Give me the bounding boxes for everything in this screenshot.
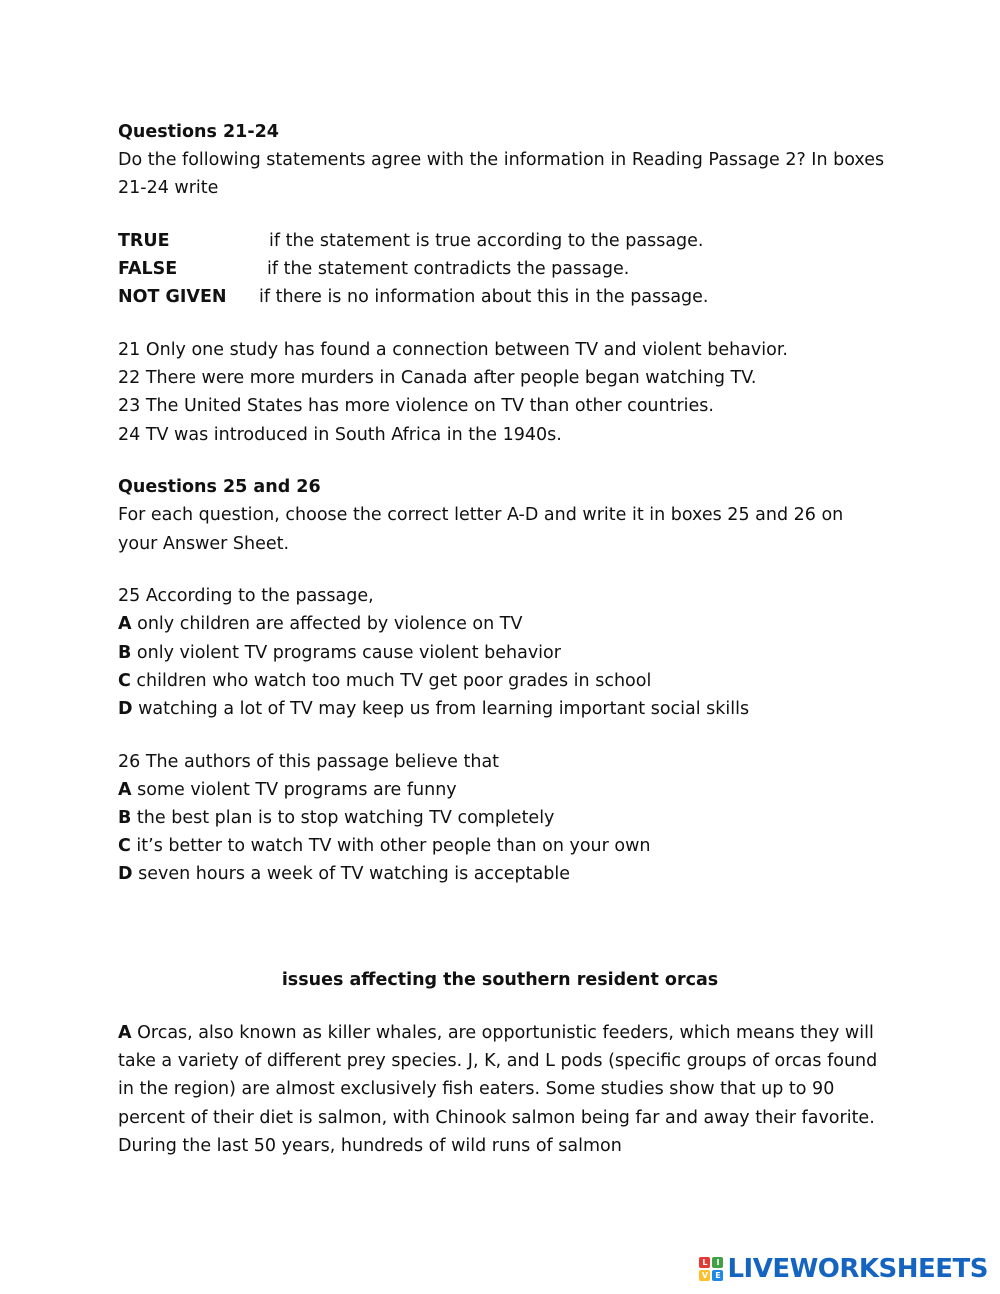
option-letter: B — [118, 808, 132, 829]
option-text: the best plan is to stop watching TV completely — [136, 808, 555, 829]
option-text: children who watch too much TV get poor grades in school — [136, 670, 652, 691]
key-row-true — [118, 227, 898, 255]
worksheet-page — [118, 118, 898, 889]
question-26-option-b — [118, 804, 898, 832]
question-26-option-c — [118, 832, 898, 860]
key-row-not-given — [118, 283, 898, 311]
logo-mark-icon — [699, 1257, 723, 1281]
question-25-option-a — [118, 610, 898, 638]
section1-instruction: Do the following statements agree with the information in Reading Passage 2? In boxes 21-24 write — [118, 150, 885, 199]
key-row-false — [118, 255, 898, 283]
option-text: only violent TV programs cause violent behavior — [136, 642, 561, 663]
logo-mark-l: L — [699, 1257, 710, 1268]
option-letter: B — [118, 642, 132, 663]
section1-heading: Questions 21-24 — [118, 122, 279, 142]
question-25-stem: 25 According to the passage, — [118, 586, 374, 607]
question-26-option-a — [118, 776, 898, 804]
key-text-not-given: if there is no information about this in the passage. — [259, 287, 709, 308]
option-letter: D — [118, 699, 133, 720]
logo-mark-v: V — [699, 1270, 710, 1281]
key-label-false: FALSE — [118, 259, 178, 280]
liveworksheets-logo[interactable] — [699, 1254, 988, 1284]
option-text: only children are affected by violence on TV — [137, 614, 523, 635]
option-letter: C — [118, 670, 131, 691]
option-text: seven hours a week of TV watching is acceptable — [138, 864, 570, 885]
option-letter: A — [118, 614, 132, 635]
logo-text: LIVEWORKSHEETS — [727, 1254, 988, 1284]
option-text: some violent TV programs are funny — [137, 779, 457, 800]
option-text: watching a lot of TV may keep us from learning important social skills — [138, 699, 750, 720]
option-text: it’s better to watch TV with other people than on your own — [136, 836, 651, 857]
section2-heading: Questions 25 and 26 — [118, 477, 321, 498]
passage-title: issues affecting the southern resident orcas — [281, 970, 719, 990]
logo-mark-e: E — [712, 1270, 723, 1281]
passage-body — [118, 1019, 888, 1160]
paragraph-a — [118, 1019, 888, 1160]
option-letter: C — [118, 836, 131, 857]
logo-mark-i: I — [712, 1257, 723, 1268]
question-26-option-d — [118, 860, 898, 888]
question-25-option-b — [118, 639, 898, 667]
statement-24: 24 TV was introduced in South Africa in the 1940s. — [118, 424, 562, 445]
option-letter: D — [118, 864, 133, 885]
option-letter: A — [118, 779, 132, 800]
key-text-false: if the statement contradicts the passage. — [267, 259, 630, 280]
paragraph-a-text: Orcas, also known as killer whales, are opportunistic feeders, which means they will take a variety of different prey species. J, K, and L pods (specific groups of orcas found in the region) are almost exclusively fish eaters. Some studies show that up to 90 percent of their diet is salmon, with Chinook salmon being far and away their favorite. During the last 50 years, hundreds of wild runs of salmon — [118, 1023, 878, 1156]
question-25-option-d — [118, 695, 898, 723]
statement-22: 22 There were more murders in Canada after people began watching TV. — [118, 368, 757, 389]
question-26-stem: 26 The authors of this passage believe that — [118, 751, 500, 772]
paragraph-letter: A — [118, 1023, 132, 1043]
key-text-true: if the statement is true according to the passage. — [269, 231, 704, 251]
statement-21: 21 Only one study has found a connection between TV and violent behavior. — [118, 340, 788, 360]
question-25-option-c — [118, 667, 898, 695]
section2-instruction: For each question, choose the correct letter A-D and write it in boxes 25 and 26 on your Answer Sheet. — [118, 505, 844, 554]
key-label-not-given: NOT GIVEN — [118, 287, 227, 308]
statement-23: 23 The United States has more violence on TV than other countries. — [118, 396, 714, 417]
key-label-true: TRUE — [118, 231, 170, 251]
